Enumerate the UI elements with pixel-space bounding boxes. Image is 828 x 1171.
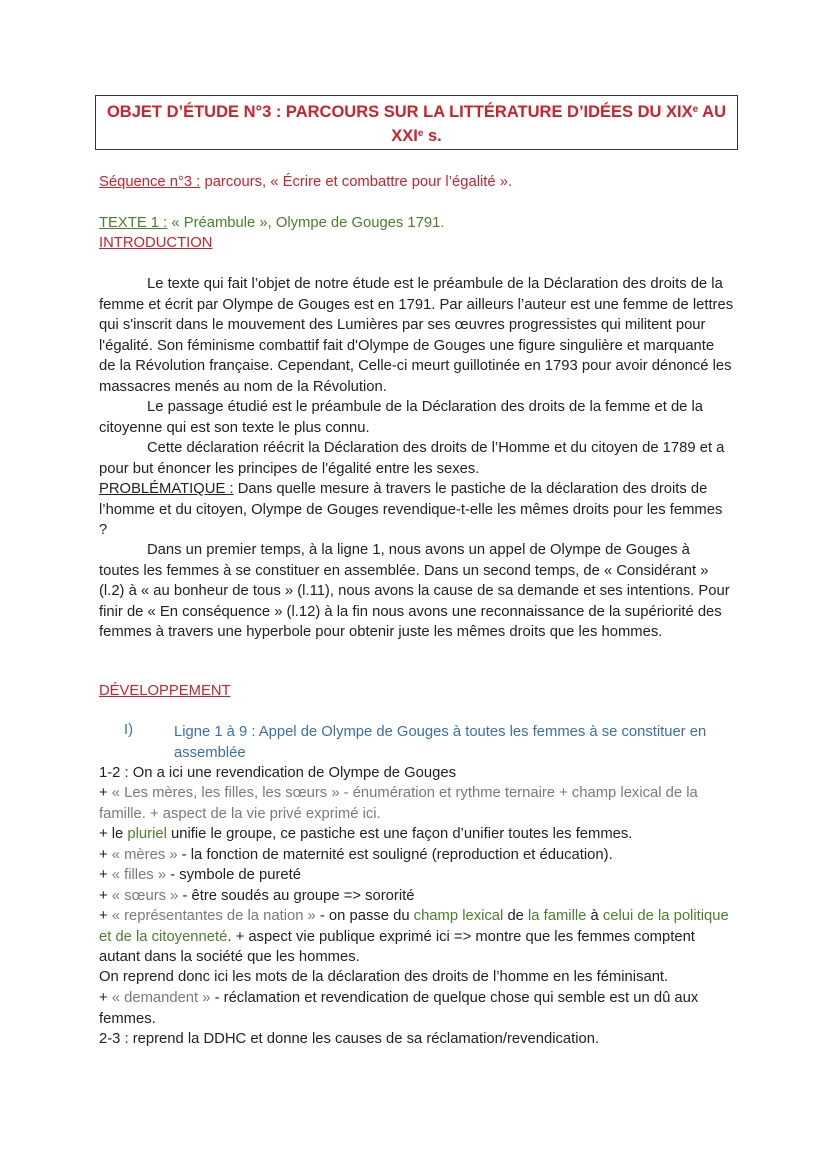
quote-text: « filles »	[111, 867, 167, 883]
title-superscript-1: e	[692, 104, 699, 115]
quote-text: « Les mères, les filles, les sœurs » - énumération et rythme ternaire + champ lexical de la famille. + aspect de la vie privé exprimé ici.	[99, 785, 698, 822]
title-line-1	[96, 100, 737, 124]
highlight-text: la famille	[528, 908, 587, 924]
plus-mark: + le	[99, 826, 128, 842]
problematique-paragraph	[99, 479, 734, 541]
quote-text: « sœurs »	[111, 888, 179, 904]
analysis-text: . + aspect vie publique exprimé ici => montre que les femmes comptent autant dans la société que les hommes.	[99, 928, 695, 965]
analysis-text: unifie le groupe, ce pastiche est une façon d’unifier toutes les femmes.	[166, 826, 633, 842]
highlight-text: champ lexical	[413, 908, 504, 924]
analysis-line	[99, 824, 632, 844]
intro-paragraph: Cette déclaration réécrit la Déclaration des droits de l’Homme et du citoyen de 1789 et a pour but énoncer les principes de l'égalité entre les sexes.	[99, 440, 725, 477]
analysis-line	[99, 865, 301, 885]
problematique-label: PROBLÉMATIQUE :	[99, 481, 234, 497]
title-box	[95, 95, 738, 150]
analysis-line	[99, 845, 613, 865]
plus-mark: +	[99, 847, 112, 863]
analysis-line: 1-2 : On a ici une revendication de Olympe de Gouges	[99, 765, 456, 781]
intro-paragraph: Le texte qui fait l’objet de notre étude est le préambule de la Déclaration des droits de la femme et écrit par Olympe de Gouges est en 1791. Par ailleurs l’auteur est une femme de lettres qui s'inscrit dans le mouvement des Lumières par ses œuvres progressistes qui militent pour l'égalité. Son féminisme combattif fait d'Olympe de Gouges une figure singulière et marquante de la Révolution française. Cependant, Celle-ci meurt guillotinée en 1793 pour avoir dénoncé les massacres menés au nom de la Révolution.	[99, 276, 734, 395]
analysis-text: à	[586, 908, 603, 924]
plus-mark: +	[99, 888, 112, 904]
highlight-text: celui de la politique et de la citoyenneté	[99, 908, 729, 945]
analysis-line	[99, 906, 734, 968]
quote-text: « demandent »	[111, 990, 211, 1006]
section-title: Ligne 1 à 9 : Appel de Olympe de Gouges à toutes les femmes à se constituer en assemblée	[174, 724, 707, 761]
introduction-heading: INTRODUCTION	[99, 235, 213, 251]
quote-text: « représentantes de la nation »	[111, 908, 316, 924]
problematique-text: Dans quelle mesure à travers le pastiche de la déclaration des droits de l’homme et du citoyen, Olympe de Gouges revendique-t-elle les mêmes droits pour les femmes ?	[99, 481, 723, 538]
analysis-line: On reprend donc ici les mots de la déclaration des droits de l’homme en les féminisant.	[99, 969, 669, 985]
plus-mark: +	[99, 867, 112, 883]
analysis-text: - symbole de pureté	[166, 867, 301, 883]
plan-paragraph: Dans un premier temps, à la ligne 1, nous avons un appel de Olympe de Gouges à toutes les femmes à se constituer en assemblée. Dans un second temps, de « Considérant » (l.2) à « au bonheur de tous » (l.11), nous avons la cause de sa demande et ses intentions. Pour finir de « En conséquence » (l.12) à la fin nous avons une reconnaissance de la supériorité des femmes à travers une hyperbole pour obtenir juste les mêmes droits que les hommes.	[99, 542, 730, 640]
highlight-text: pluriel	[127, 826, 167, 842]
quote-text: « mères »	[111, 847, 178, 863]
analysis-text: - être soudés au groupe => sororité	[178, 888, 415, 904]
analysis-text: de	[503, 908, 529, 924]
section-number: I)	[124, 722, 134, 738]
plus-mark: +	[99, 908, 112, 924]
intro-paragraph: Le passage étudié est le préambule de la Déclaration des droits de la femme et de la citoyenne qui est son texte le plus connu.	[99, 399, 704, 436]
title-text-1b: AU	[698, 103, 727, 121]
texte-line	[99, 213, 444, 233]
plus-mark: +	[99, 785, 112, 801]
sequence-label: Séquence n°3 :	[99, 174, 201, 190]
plus-mark: +	[99, 990, 112, 1006]
texte-label: TEXTE 1 :	[99, 215, 168, 231]
texte-text: « Préambule », Olympe de Gouges 1791.	[167, 215, 445, 231]
analysis-text: - réclamation et revendication de quelque chose qui semble est un dû aux femmes.	[99, 990, 699, 1027]
title-text-2: XXI	[391, 127, 418, 145]
developpement-heading: DÉVELOPPEMENT	[99, 683, 231, 699]
title-superscript-2: e	[417, 128, 424, 139]
title-text-1: OBJET D’ÉTUDE N°3 : PARCOURS SUR LA LITTÉRATURE D’IDÉES DU XIX	[106, 103, 693, 121]
analysis-text: - la fonction de maternité est souligné (reproduction et éducation).	[177, 847, 613, 863]
title-text-2b: s.	[423, 127, 442, 145]
analysis-line	[99, 783, 734, 824]
analysis-line	[99, 988, 734, 1029]
analysis-text: - on passe du	[315, 908, 414, 924]
sequence-line	[99, 172, 512, 192]
title-line-2	[96, 124, 737, 148]
sequence-text: parcours, « Écrire et combattre pour l’égalité ».	[200, 174, 513, 190]
analysis-line: 2-3 : reprend la DDHC et donne les causes de sa réclamation/revendication.	[99, 1031, 600, 1047]
analysis-line	[99, 886, 414, 906]
